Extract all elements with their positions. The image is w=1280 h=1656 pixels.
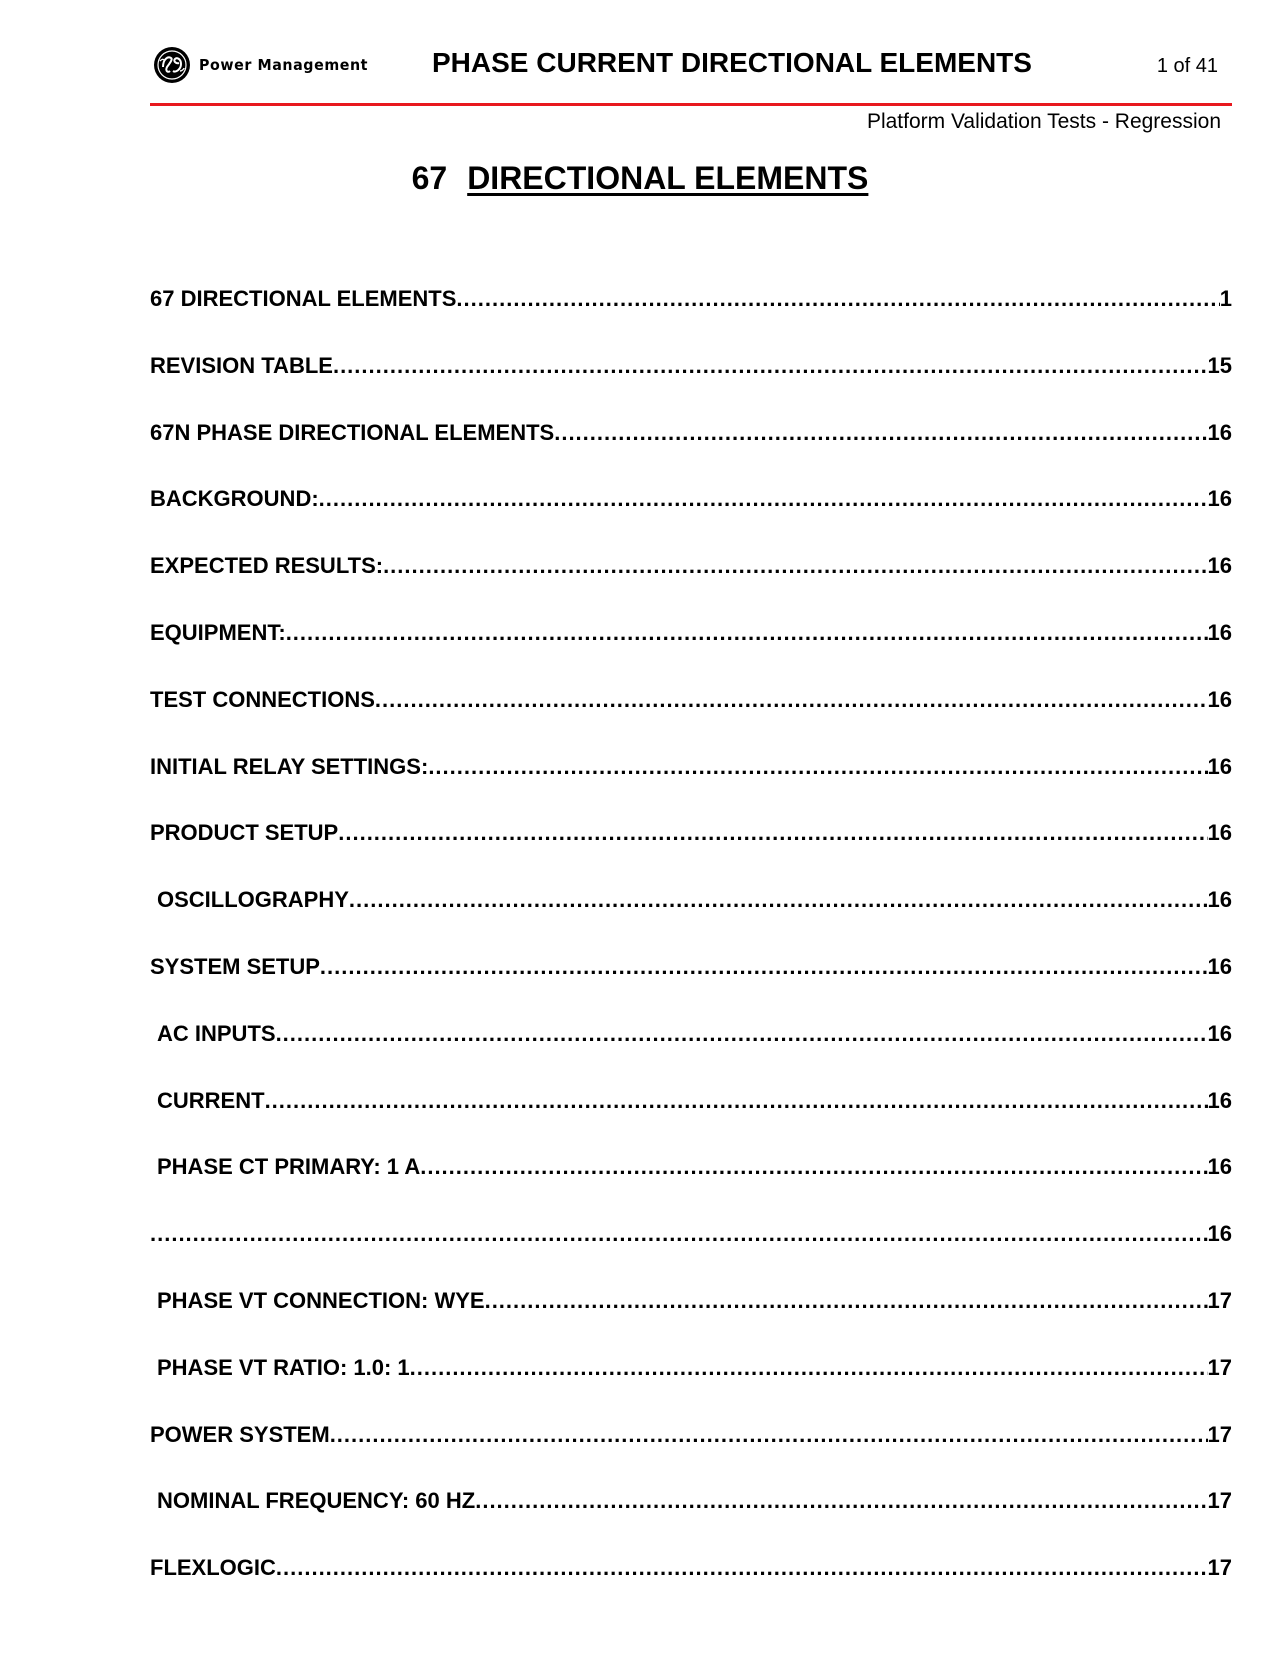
toc-entry[interactable] <box>150 486 1232 553</box>
toc-entry[interactable] <box>150 286 1232 353</box>
toc-dot-leader <box>383 553 1207 579</box>
toc-entry[interactable] <box>150 1088 1232 1155</box>
toc-entry[interactable] <box>150 820 1232 887</box>
document-title: PHASE CURRENT DIRECTIONAL ELEMENTS <box>432 47 1032 78</box>
header-divider <box>150 103 1232 106</box>
toc-entry-label: POWER SYSTEM <box>150 1421 330 1447</box>
toc-dot-leader <box>375 687 1208 713</box>
toc-entry[interactable] <box>150 1555 1232 1622</box>
section-heading <box>0 160 1280 197</box>
toc-entry[interactable] <box>150 1221 1232 1288</box>
toc-entry-page: 16 <box>1207 486 1232 512</box>
toc-entry-page: 16 <box>1207 1221 1232 1247</box>
toc-entry-label: 67 DIRECTIONAL ELEMENTS <box>150 286 457 311</box>
toc-entry-label: FLEXLOGIC <box>150 1555 276 1581</box>
toc-dot-leader <box>276 1021 1208 1047</box>
toc-entry-page: 15 <box>1207 352 1232 378</box>
toc-entry-page: 16 <box>1207 1087 1232 1113</box>
toc-dot-leader <box>349 887 1208 913</box>
toc-entry[interactable] <box>150 1288 1232 1355</box>
toc-dot-leader <box>475 1488 1207 1514</box>
company-logo <box>154 47 377 83</box>
page-header <box>150 44 1232 100</box>
toc-entry[interactable] <box>150 420 1232 487</box>
logo-text: Power Management <box>199 56 369 74</box>
toc-entry-label: PHASE CT PRIMARY: 1 A <box>157 1154 421 1180</box>
toc-dot-leader <box>319 486 1208 512</box>
toc-entry[interactable] <box>150 1021 1232 1088</box>
toc-entry-label: 67N PHASE DIRECTIONAL ELEMENTS <box>150 419 555 445</box>
toc-entry-page: 17 <box>1207 1488 1232 1514</box>
toc-entry-page: 16 <box>1207 820 1232 846</box>
toc-entry-page: 16 <box>1207 887 1232 913</box>
toc-entry-label: OSCILLOGRAPHY <box>157 887 349 913</box>
toc-entry-label: INITIAL RELAY SETTINGS: <box>150 753 429 779</box>
toc-entry[interactable] <box>150 1488 1232 1555</box>
toc-entry[interactable] <box>150 1154 1232 1221</box>
toc-entry-page: 16 <box>1207 553 1232 579</box>
toc-entry-label: EXPECTED RESULTS: <box>150 553 384 579</box>
section-number: 67 <box>411 160 448 196</box>
table-of-contents <box>150 286 1232 1622</box>
toc-entry-page: 17 <box>1207 1421 1232 1447</box>
toc-entry[interactable] <box>150 754 1232 821</box>
toc-entry-page: 16 <box>1207 1154 1232 1180</box>
toc-entry-label: REVISION TABLE <box>150 352 333 378</box>
toc-dot-leader <box>410 1355 1208 1381</box>
toc-entry-page: 16 <box>1207 953 1232 979</box>
toc-entry-page: 16 <box>1207 619 1232 645</box>
toc-entry-label: TEST CONNECTIONS <box>150 686 375 712</box>
toc-dot-leader <box>333 353 1208 379</box>
toc-dot-leader <box>286 620 1208 646</box>
toc-entry-label: PHASE VT RATIO: 1.0: 1 <box>157 1354 410 1380</box>
toc-entry[interactable] <box>150 1355 1232 1422</box>
toc-entry[interactable] <box>150 1422 1232 1489</box>
toc-entry-label: EQUIPMENT: <box>150 619 286 645</box>
toc-entry-page: 16 <box>1207 419 1232 445</box>
toc-entry-label: CURRENT <box>157 1087 265 1113</box>
toc-dot-leader <box>276 1555 1208 1581</box>
toc-dot-leader <box>456 286 1219 312</box>
document-subtitle: Platform Validation Tests - Regression <box>866 110 1221 133</box>
toc-entry-page: 16 <box>1207 753 1232 779</box>
page-indicator: 1 of 41 <box>1156 55 1218 77</box>
toc-dot-leader <box>150 1221 1208 1247</box>
toc-dot-leader <box>420 1154 1207 1180</box>
ge-monogram-icon <box>154 47 190 83</box>
toc-entry-label: NOMINAL FREQUENCY: 60 HZ <box>157 1488 476 1514</box>
toc-dot-leader <box>485 1288 1208 1314</box>
toc-entry-page: 17 <box>1207 1555 1232 1581</box>
toc-dot-leader <box>320 954 1208 980</box>
toc-entry-page: 16 <box>1207 686 1232 712</box>
toc-entry[interactable] <box>150 887 1232 954</box>
toc-entry-page: 17 <box>1207 1287 1232 1313</box>
toc-dot-leader <box>428 754 1207 780</box>
toc-entry-label: SYSTEM SETUP <box>150 953 320 979</box>
toc-entry[interactable] <box>150 553 1232 620</box>
toc-dot-leader <box>554 420 1207 446</box>
toc-entry[interactable] <box>150 620 1232 687</box>
toc-dot-leader <box>338 820 1207 846</box>
toc-entry-label: BACKGROUND: <box>150 486 319 512</box>
toc-entry-page: 16 <box>1207 1020 1232 1046</box>
toc-dot-leader <box>265 1088 1208 1114</box>
section-title: DIRECTIONAL ELEMENTS <box>467 160 869 196</box>
toc-entry-label: PHASE VT CONNECTION: WYE <box>157 1287 485 1313</box>
toc-entry-page: 17 <box>1207 1354 1232 1380</box>
toc-dot-leader <box>330 1422 1208 1448</box>
toc-entry-label: AC INPUTS <box>157 1020 276 1046</box>
toc-entry-label: PRODUCT SETUP <box>150 820 339 846</box>
toc-entry[interactable] <box>150 954 1232 1021</box>
toc-entry[interactable] <box>150 353 1232 420</box>
toc-entry-page: 1 <box>1219 286 1232 311</box>
toc-entry[interactable] <box>150 687 1232 754</box>
